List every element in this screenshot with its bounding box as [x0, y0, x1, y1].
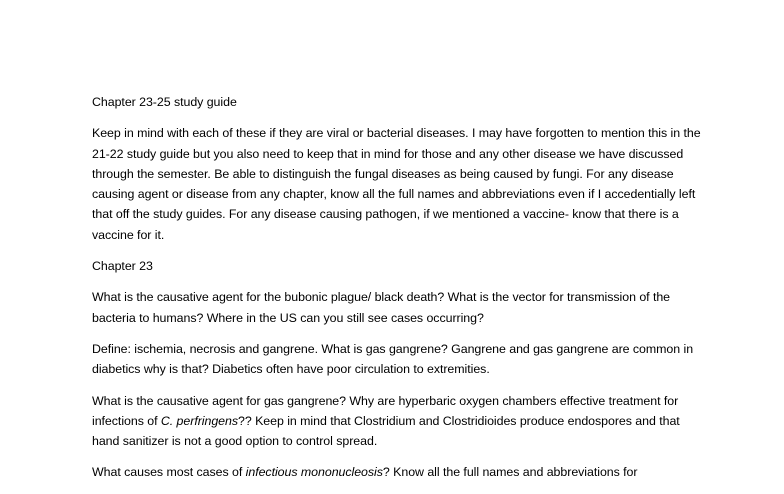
intro-paragraph: Keep in mind with each of these if they are viral or bacterial diseases. I may have forgotten to mention this in the 21-22 study guide but you also need to keep that in mind for those and any other disease we have discussed through the semester. Be able to distinguish the fungal diseases as being caused by fungi. For any disease causing agent or disease from any chapter, know all the full names and abbreviations even if I accedentially left that off the study guides. For any disease causing pathogen, if we mentioned a vaccine- know that there is a vaccine for it. — [92, 126, 701, 242]
chapter-heading: Chapter 23 — [92, 259, 153, 274]
organism-name: C. perfringens — [160, 413, 238, 428]
question-gas-gangrene-text: What is the causative agent for gas gangrene? Why are hyperbaric oxygen chambers effective treatment for infections of — [92, 393, 679, 428]
question-gas-gangrene — [92, 391, 704, 452]
question-mononucleosis-text: What causes most cases of — [92, 465, 246, 480]
document-body — [92, 92, 704, 494]
document-title: Chapter 23-25 study guide — [92, 95, 237, 109]
question-gangrene: Define: ischemia, necrosis and gangrene. What is gas gangrene? Gangrene and gas gangrene are common in diabetics why is that? Diabetics often have poor circulation to extremities. — [92, 341, 694, 377]
question-plague: What is the causative agent for the bubonic plague/ black death? What is the vector for transmission of the bacteria to humans? Where in the US can you still see cases occurring? — [92, 290, 671, 325]
question-mononucleosis — [92, 462, 704, 482]
disease-name: infectious mononucleosis — [245, 465, 383, 480]
question-gas-gangrene-text-end: ?? Keep in mind that Clostridium and Clostridioides produce endospores and that hand sanitizer is not a good option to control spread. — [92, 413, 680, 449]
question-mononucleosis-text-end: ? Know all the full names and abbreviations for — [382, 465, 638, 480]
